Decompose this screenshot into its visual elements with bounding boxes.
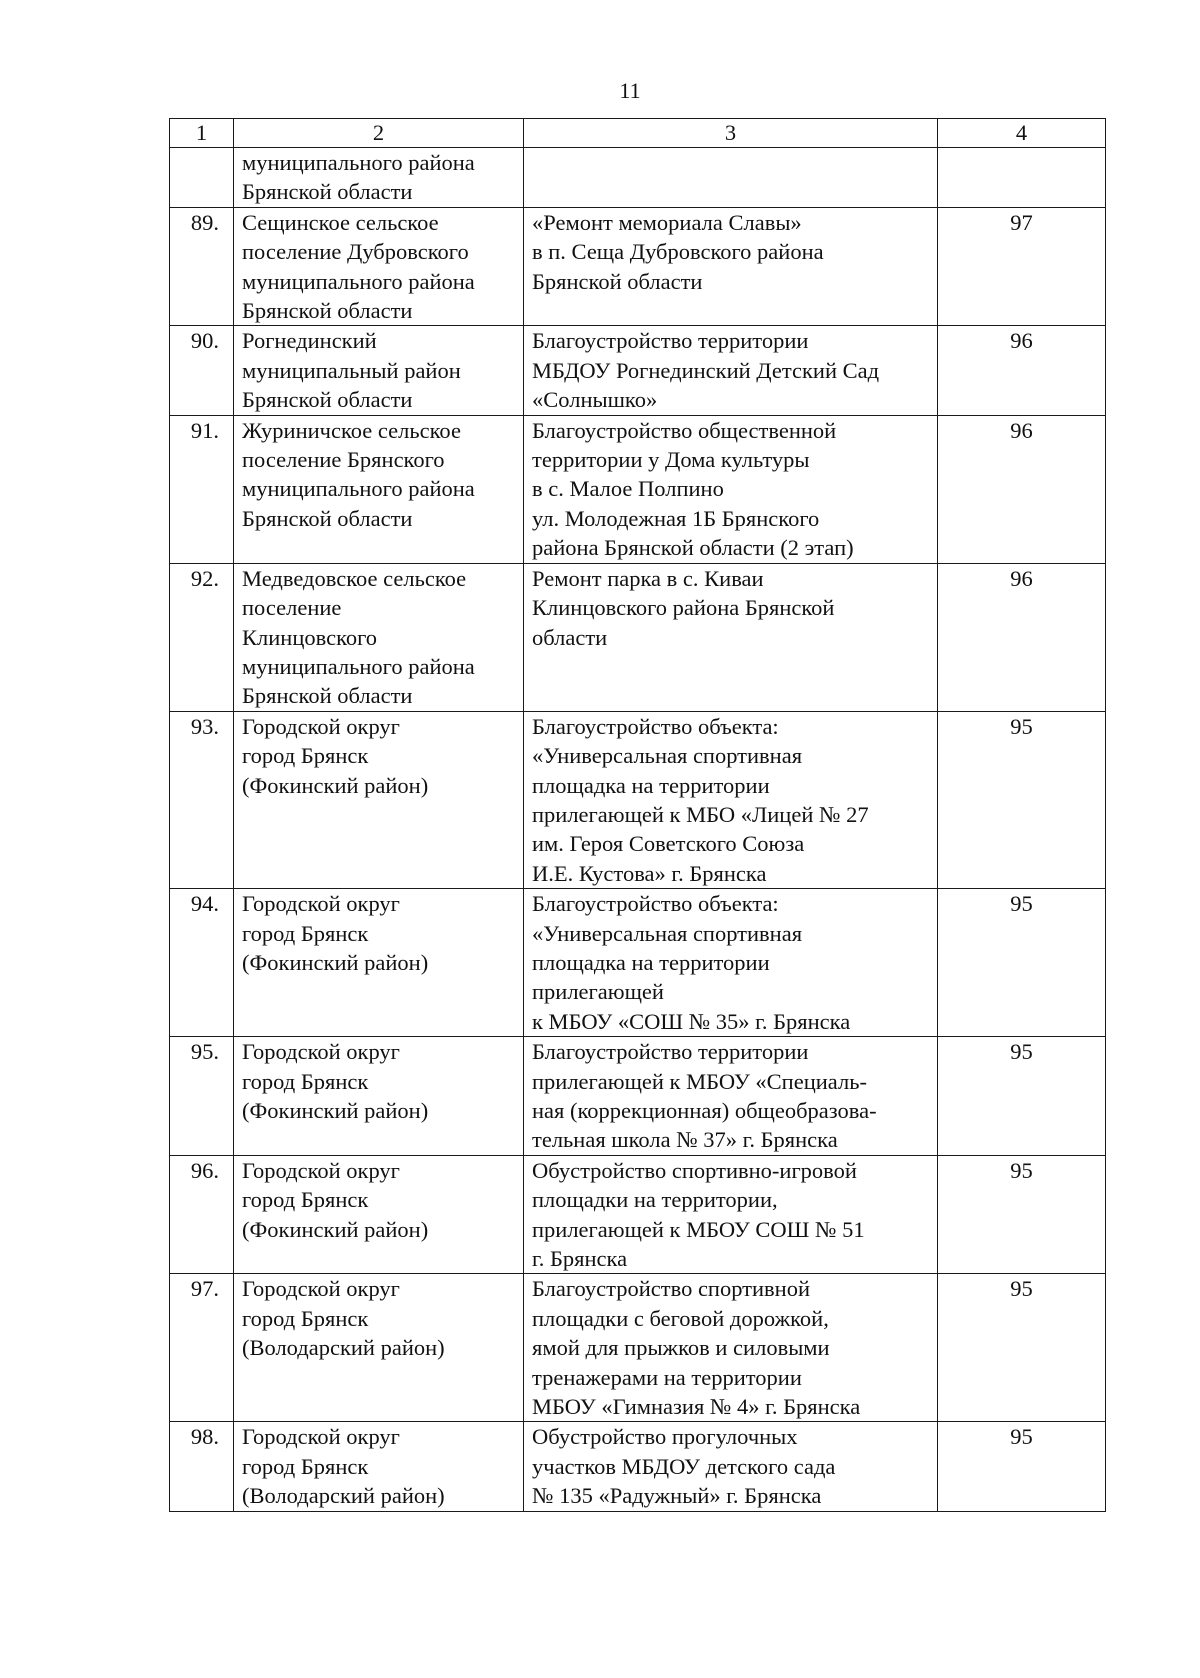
row-project: Ремонт парка в с. Киваи Клинцовского района Брянской области xyxy=(524,563,938,711)
table-row xyxy=(170,1037,1106,1156)
projects-table xyxy=(169,118,1106,1512)
row-municipality: Рогнединский муниципальный район Брянской области xyxy=(234,326,524,415)
row-municipality: Городской округ город Брянск (Фокинский район) xyxy=(234,1037,524,1156)
row-municipality: Городской округ город Брянск (Володарский район) xyxy=(234,1274,524,1422)
row-number: 98. xyxy=(170,1422,234,1511)
row-number: 89. xyxy=(170,207,234,326)
row-score: 95 xyxy=(938,1037,1106,1156)
row-number: 93. xyxy=(170,711,234,888)
table-row xyxy=(170,1274,1106,1422)
row-municipality: Городской округ город Брянск (Володарский район) xyxy=(234,1422,524,1511)
row-score: 96 xyxy=(938,326,1106,415)
row-project: «Ремонт мемориала Славы» в п. Сеща Дубровского района Брянской области xyxy=(524,207,938,326)
continuation-num xyxy=(170,148,234,208)
row-score: 95 xyxy=(938,1274,1106,1422)
table-row xyxy=(170,889,1106,1037)
row-municipality: Городской округ город Брянск (Фокинский район) xyxy=(234,711,524,888)
row-score: 95 xyxy=(938,711,1106,888)
header-col-3: 3 xyxy=(524,119,938,148)
header-col-4: 4 xyxy=(938,119,1106,148)
table-row xyxy=(170,1155,1106,1274)
row-score: 95 xyxy=(938,889,1106,1037)
table-row xyxy=(170,326,1106,415)
row-number: 91. xyxy=(170,415,234,563)
row-project: Благоустройство территории прилегающей к МБОУ «Специаль- ная (коррекционная) общеобразова- тельная школа № 37» г. Брянска xyxy=(524,1037,938,1156)
row-score: 95 xyxy=(938,1422,1106,1511)
row-number: 97. xyxy=(170,1274,234,1422)
row-municipality: Журиничское сельское поселение Брянского муниципального района Брянской области xyxy=(234,415,524,563)
continuation-municipality: муниципального района Брянской области xyxy=(234,148,524,208)
table-header-row xyxy=(170,119,1106,148)
header-col-2: 2 xyxy=(234,119,524,148)
table-row xyxy=(170,563,1106,711)
row-project: Благоустройство спортивной площадки с беговой дорожкой, ямой для прыжков и силовыми тренажерами на территории МБОУ «Гимназия № 4» г. Брянска xyxy=(524,1274,938,1422)
row-project: Обустройство прогулочных участков МБДОУ детского сада № 135 «Радужный» г. Брянска xyxy=(524,1422,938,1511)
row-municipality: Медведовское сельское поселение Клинцовского муниципального района Брянской области xyxy=(234,563,524,711)
continuation-project xyxy=(524,148,938,208)
row-project: Благоустройство объекта: «Универсальная спортивная площадка на территории прилегающей к МБОУ «СОШ № 35» г. Брянска xyxy=(524,889,938,1037)
row-project: Благоустройство объекта: «Универсальная спортивная площадка на территории прилегающей к МБО «Лицей № 27 им. Героя Советского Союза И.Е. Кустова» г. Брянска xyxy=(524,711,938,888)
row-number: 94. xyxy=(170,889,234,1037)
row-number: 92. xyxy=(170,563,234,711)
table-row xyxy=(170,1422,1106,1511)
table-row xyxy=(170,207,1106,326)
row-score: 95 xyxy=(938,1155,1106,1274)
row-project: Обустройство спортивно-игровой площадки на территории, прилегающей к МБОУ СОШ № 51 г. Брянска xyxy=(524,1155,938,1274)
row-score: 97 xyxy=(938,207,1106,326)
table-row xyxy=(170,711,1106,888)
row-number: 95. xyxy=(170,1037,234,1156)
header-col-1: 1 xyxy=(170,119,234,148)
table-row xyxy=(170,415,1106,563)
row-project: Благоустройство общественной территории у Дома культуры в с. Малое Полпино ул. Молодежная 1Б Брянского района Брянской области (2 этап) xyxy=(524,415,938,563)
row-number: 90. xyxy=(170,326,234,415)
continuation-row xyxy=(170,148,1106,208)
page-number: 11 xyxy=(619,78,641,103)
continuation-score xyxy=(938,148,1106,208)
row-municipality: Сещинское сельское поселение Дубровского муниципального района Брянской области xyxy=(234,207,524,326)
row-municipality: Городской округ город Брянск (Фокинский район) xyxy=(234,889,524,1037)
row-score: 96 xyxy=(938,563,1106,711)
row-municipality: Городской округ город Брянск (Фокинский район) xyxy=(234,1155,524,1274)
row-score: 96 xyxy=(938,415,1106,563)
row-project: Благоустройство территории МБДОУ Рогнединский Детский Сад «Солнышко» xyxy=(524,326,938,415)
row-number: 96. xyxy=(170,1155,234,1274)
